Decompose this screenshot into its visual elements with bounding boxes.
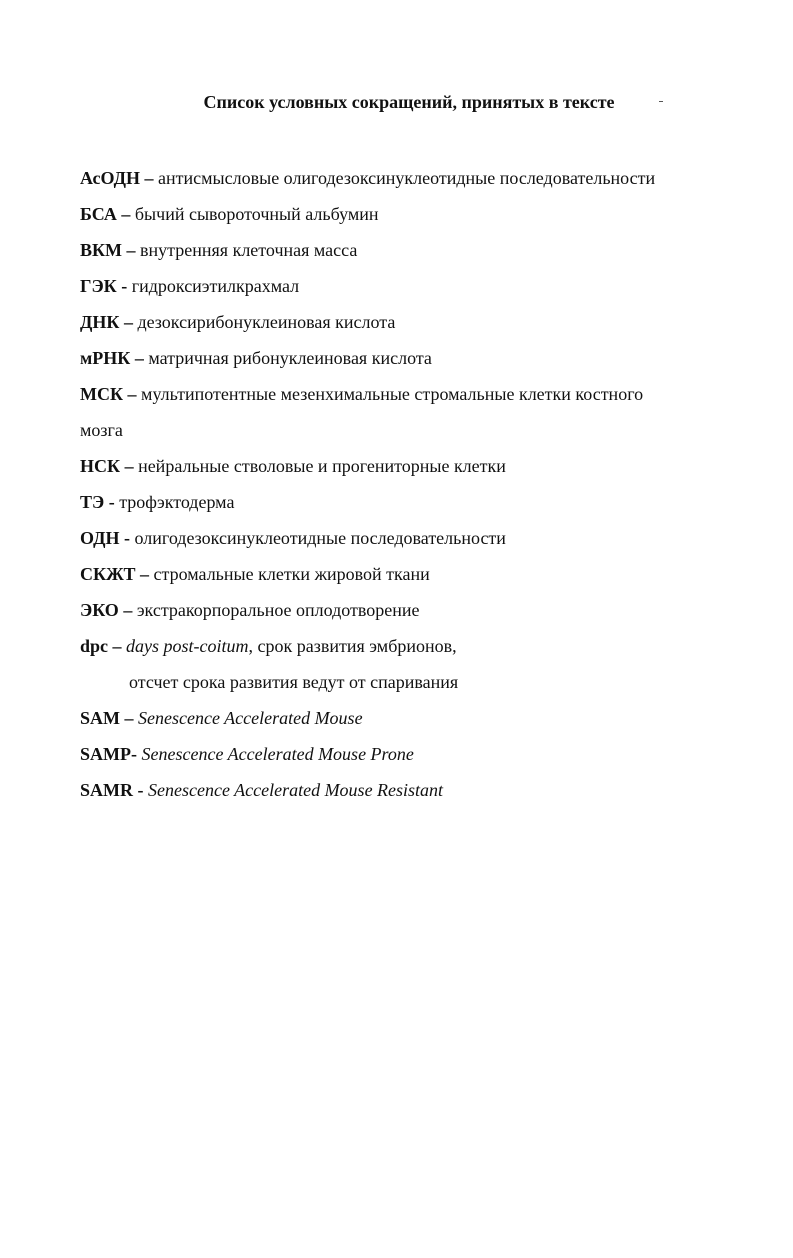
abbreviation-term: ДНК	[80, 312, 120, 332]
abbreviation-entry	[80, 520, 780, 556]
abbreviation-separator: -	[119, 528, 135, 548]
abbreviation-separator: –	[122, 240, 141, 260]
abbreviation-definition-continuation: мозга	[80, 420, 123, 440]
page-title: Список условных сокращений, принятых в тексте	[203, 92, 615, 112]
abbreviation-definition: трофэктодерма	[119, 492, 235, 512]
abbreviation-term: ОДН	[80, 528, 120, 548]
abbreviation-entry	[80, 700, 780, 736]
abbreviation-term: АсОДН	[80, 168, 141, 188]
scan-speck	[659, 101, 663, 102]
abbreviation-term: МСК	[80, 384, 124, 404]
abbreviation-term: ТЭ	[80, 492, 105, 512]
abbreviation-entry	[80, 196, 780, 232]
abbreviation-separator: –	[130, 348, 149, 368]
abbreviation-term: ВКМ	[80, 240, 123, 260]
abbreviation-separator: –	[120, 456, 139, 476]
abbreviation-definition-continuation: отсчет срока развития ведут от спаривания	[129, 672, 459, 692]
abbreviation-definition-italic: Senescence Accelerated Mouse Prone	[141, 744, 414, 764]
abbreviation-separator: –	[123, 384, 142, 404]
abbreviation-separator: -	[116, 276, 132, 296]
abbreviation-definition-italic: days post-coitum	[126, 636, 249, 656]
abbreviation-entry	[80, 232, 780, 268]
abbreviation-entry	[80, 160, 780, 196]
abbreviation-definition: стромальные клетки жировой ткани	[153, 564, 430, 584]
abbreviation-term: ЭКО	[80, 600, 119, 620]
abbreviation-entry	[80, 268, 780, 304]
abbreviation-entry	[80, 736, 780, 772]
abbreviation-entry	[80, 628, 780, 664]
abbreviation-definition: матричная рибонуклеиновая кислота	[148, 348, 432, 368]
abbreviation-separator: –	[120, 708, 138, 728]
abbreviation-separator: –	[118, 600, 137, 620]
abbreviation-entry	[80, 376, 780, 412]
abbreviation-term: БСА	[80, 204, 117, 224]
abbreviation-term: мРНК	[80, 348, 131, 368]
abbreviation-term: ГЭК	[80, 276, 117, 296]
abbreviation-definition: нейральные стволовые и прогениторные клетки	[138, 456, 506, 476]
abbreviation-term: dpc	[80, 636, 109, 656]
abbreviation-term: SAMR -	[80, 780, 144, 800]
abbreviation-definition-italic: Senescence Accelerated Mouse Resistant	[148, 780, 444, 800]
abbreviation-entry	[80, 772, 780, 808]
abbreviation-list	[80, 160, 780, 808]
abbreviation-definition: антисмысловые олигодезоксинуклеотидные последовательности	[158, 168, 656, 188]
abbreviation-term: SAM	[80, 708, 120, 728]
abbreviation-term: НСК	[80, 456, 121, 476]
abbreviation-separator: –	[140, 168, 159, 188]
abbreviation-definition: дезоксирибонуклеиновая кислота	[137, 312, 396, 332]
abbreviation-definition-italic: Senescence Accelerated Mouse	[138, 708, 363, 728]
abbreviation-separator: –	[108, 636, 127, 656]
abbreviation-entry	[80, 592, 780, 628]
abbreviation-entry	[80, 484, 780, 520]
abbreviation-definition: гидроксиэтилкрахмал	[131, 276, 300, 296]
abbreviation-definition: внутренняя клеточная масса	[140, 240, 358, 260]
abbreviation-definition: , срок развития эмбрионов,	[248, 636, 457, 656]
abbreviation-definition: бычий сывороточный альбумин	[134, 204, 379, 224]
abbreviation-entry	[80, 304, 780, 340]
abbreviation-separator: –	[116, 204, 135, 224]
abbreviation-separator: –	[119, 312, 138, 332]
abbreviation-separator: –	[135, 564, 154, 584]
abbreviation-definition: экстракорпоральное оплодотворение	[136, 600, 420, 620]
abbreviation-entry	[80, 448, 780, 484]
abbreviation-entry	[80, 340, 780, 376]
abbreviation-term: SAMP-	[80, 744, 137, 764]
abbreviation-separator: -	[104, 492, 120, 512]
abbreviation-definition: мультипотентные мезенхимальные стромальные клетки костного	[141, 384, 644, 404]
abbreviation-term: СКЖТ	[80, 564, 136, 584]
abbreviation-entry	[80, 556, 780, 592]
abbreviation-definition: олигодезоксинуклеотидные последовательности	[134, 528, 506, 548]
